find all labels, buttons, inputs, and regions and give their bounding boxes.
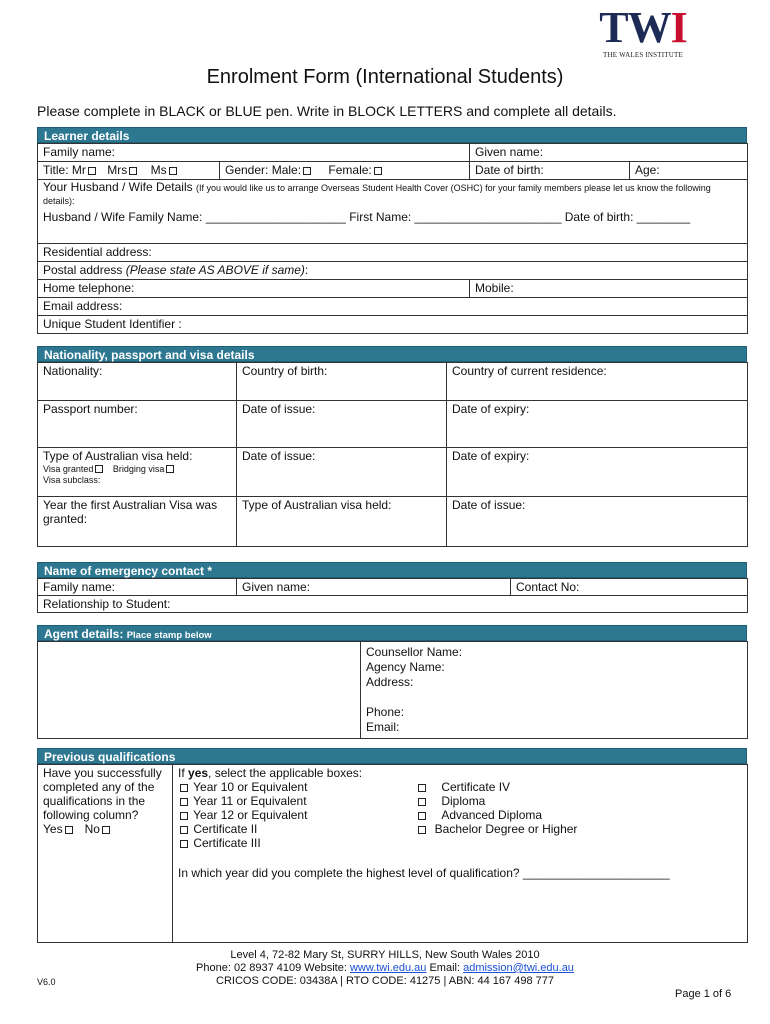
- footer-cricos: CRICOS CODE: 03438A | RTO CODE: 41275 | ABN: 44 167 498 777: [216, 975, 554, 987]
- postal-address-field[interactable]: Postal address (Please state AS ABOVE if same):: [38, 262, 748, 280]
- qual-cert4-label: Certificate IV: [441, 780, 511, 794]
- title-ms-checkbox[interactable]: [169, 167, 177, 175]
- qual-year10-label: Year 10 or Equivalent: [193, 780, 308, 794]
- version-label: V6.0: [37, 977, 56, 987]
- gender-female-checkbox[interactable]: [374, 167, 382, 175]
- emergency-contact-section: [37, 562, 747, 613]
- qualifications-left-list: [178, 780, 416, 850]
- agency-phone-label: Phone:: [366, 705, 405, 719]
- passport-expiry-date-label: Date of expiry:: [452, 402, 530, 416]
- emergency-given-name-label: Given name:: [242, 580, 311, 594]
- qual-bachelor-label: Bachelor Degree or Higher: [434, 822, 578, 836]
- nationality-field[interactable]: [38, 363, 237, 401]
- title-mr-label: Title: Mr: [43, 163, 86, 177]
- relationship-label: Relationship to Student:: [43, 597, 171, 611]
- qualification-year-question[interactable]: In which year did you complete the highest level of qualification? ______________________: [178, 866, 670, 880]
- qual-cert3-label: Certificate III: [193, 836, 261, 850]
- qual-adv-diploma-label: Advanced Diploma: [441, 808, 543, 822]
- qual-cert2-checkbox[interactable]: [180, 826, 188, 834]
- qualifications-header: Previous qualifications: [37, 748, 747, 764]
- qualifications-right-list: [416, 780, 577, 850]
- logo-mark-accent: I: [670, 3, 687, 52]
- qual-option[interactable]: [416, 780, 577, 794]
- qual-option[interactable]: [416, 822, 577, 836]
- family-name-field[interactable]: [38, 144, 470, 162]
- title-field: [38, 162, 220, 180]
- title-ms-label: Ms: [150, 163, 167, 177]
- gender-male-checkbox[interactable]: [303, 167, 311, 175]
- visa-granted-label: Visa granted: [43, 464, 94, 474]
- nationality-section: [37, 346, 747, 547]
- passport-number-label: Passport number:: [43, 402, 138, 416]
- agent-details-table: [37, 641, 748, 739]
- qual-cert4-checkbox[interactable]: [418, 784, 426, 792]
- agent-details-header: [37, 625, 747, 641]
- qual-year10-checkbox[interactable]: [180, 784, 188, 792]
- qual-year11-label: Year 11 or Equivalent: [193, 794, 307, 808]
- email-address-label: Email address:: [43, 299, 123, 313]
- agent-stamp-area[interactable]: [38, 642, 361, 739]
- if-prefix: If: [178, 766, 185, 780]
- visa-granted-checkbox[interactable]: [95, 465, 103, 473]
- gender-field: [220, 162, 470, 180]
- learner-details-table: [37, 143, 748, 334]
- qual-year12-label: Year 12 or Equivalent: [193, 808, 308, 822]
- mobile-label: Mobile:: [475, 281, 514, 295]
- qualifications-table: [37, 764, 748, 943]
- postal-address-note: (Please state AS ABOVE if same): [125, 263, 305, 277]
- footer-website-link[interactable]: www.twi.edu.au: [349, 962, 427, 974]
- spouse-note: (If you would like us to arrange Overseas Student Health Cover (OSHC) for your family members please let us know the following details):: [43, 183, 711, 206]
- title-mr-checkbox[interactable]: [88, 167, 96, 175]
- residential-address-field[interactable]: [38, 244, 748, 262]
- qual-option[interactable]: [178, 836, 416, 850]
- first-visa-year-field[interactable]: [38, 497, 237, 547]
- first-visa-issue-date-field[interactable]: [447, 497, 748, 547]
- agent-details-section: [37, 625, 747, 739]
- qualifications-question-cell: [38, 765, 173, 943]
- dob-field[interactable]: [470, 162, 630, 180]
- emergency-contact-header: Name of emergency contact *: [37, 562, 747, 578]
- if-yes-bold: yes: [188, 766, 209, 780]
- given-name-field[interactable]: [470, 144, 748, 162]
- footer-email-link[interactable]: admission@twi.edu.au: [463, 962, 574, 974]
- title-mrs-label: Mrs: [107, 163, 128, 177]
- residential-address-label: Residential address:: [43, 245, 152, 259]
- learner-details-section: [37, 127, 747, 334]
- no-label: No: [84, 822, 100, 836]
- visa-type-field: [38, 448, 237, 497]
- emergency-contact-number-label: Contact No:: [516, 580, 580, 594]
- qual-adv-diploma-checkbox[interactable]: [418, 812, 426, 820]
- agent-details-title: Agent details:: [44, 627, 124, 641]
- logo-subtitle: THE WALES INSTITUTE: [603, 51, 683, 59]
- family-name-label: Family name:: [43, 145, 116, 159]
- spouse-details-field[interactable]: [38, 180, 748, 244]
- postal-address-label: Postal address: [43, 263, 123, 277]
- country-of-birth-label: Country of birth:: [242, 364, 328, 378]
- age-field[interactable]: [630, 162, 748, 180]
- qual-option[interactable]: [178, 822, 416, 836]
- home-telephone-field[interactable]: [38, 280, 470, 298]
- spouse-line: Husband / Wife Family Name: _____________________ First Name: ______________________ Date of birth: ________: [43, 210, 691, 224]
- no-checkbox[interactable]: [102, 826, 110, 834]
- qual-bachelor-checkbox[interactable]: [418, 826, 426, 834]
- footer-contact: [0, 962, 770, 975]
- visa-expiry-date-field[interactable]: [447, 448, 748, 497]
- emergency-family-name-label: Family name:: [43, 580, 116, 594]
- emergency-contact-table: [37, 578, 748, 613]
- footer-email-label: Email:: [429, 962, 461, 974]
- bridging-visa-label: Bridging visa: [112, 464, 165, 474]
- qual-option[interactable]: [178, 794, 416, 808]
- country-of-residence-field[interactable]: [447, 363, 748, 401]
- agency-email-label: Email:: [366, 720, 400, 734]
- dob-label: Date of birth:: [475, 163, 544, 177]
- gender-female-label: Female:: [328, 163, 372, 177]
- passport-number-field[interactable]: [38, 401, 237, 448]
- spouse-title: Your Husband / Wife Details: [43, 180, 193, 194]
- qual-cert3-checkbox[interactable]: [180, 840, 188, 848]
- country-of-birth-field[interactable]: [237, 363, 447, 401]
- qual-year11-checkbox[interactable]: [180, 798, 188, 806]
- home-telephone-label: Home telephone:: [43, 281, 135, 295]
- qual-cert2-label: Certificate II: [193, 822, 258, 836]
- visa-type-label: Type of Australian visa held:: [43, 449, 193, 463]
- passport-expiry-date-field[interactable]: [447, 401, 748, 448]
- visa-expiry-date-label: Date of expiry:: [452, 449, 530, 463]
- counsellor-name-label: Counsellor Name:: [366, 645, 463, 659]
- visa-issue-date-label: Date of issue:: [242, 449, 316, 463]
- logo-mark: [597, 3, 689, 52]
- agent-contact-field[interactable]: [361, 642, 748, 739]
- nationality-label: Nationality:: [43, 364, 103, 378]
- nationality-table: [37, 362, 748, 547]
- qualifications-question: Have you successfully completed any of the qualifications in the following column?: [43, 766, 162, 822]
- gender-male-label: Gender: Male:: [225, 163, 302, 177]
- country-of-residence-label: Country of current residence:: [452, 364, 607, 378]
- footer-phone: Phone: 02 8937 4109 Website:: [196, 962, 347, 974]
- qual-option[interactable]: [416, 794, 577, 808]
- qualifications-options-cell: [173, 765, 748, 943]
- usi-field[interactable]: [38, 316, 748, 334]
- qual-diploma-label: Diploma: [441, 794, 486, 808]
- nationality-header: Nationality, passport and visa details: [37, 346, 747, 362]
- first-visa-year-label: Year the first Australian Visa was granted:: [43, 498, 218, 526]
- passport-issue-date-field[interactable]: [237, 401, 447, 448]
- passport-issue-date-label: Date of issue:: [242, 402, 316, 416]
- agent-details-note: Place stamp below: [126, 630, 212, 641]
- visa-subclass-label: Visa subclass:: [43, 475, 101, 485]
- first-visa-type-label: Type of Australian visa held:: [242, 498, 392, 512]
- qualifications-instruction: [178, 766, 742, 780]
- qual-diploma-checkbox[interactable]: [418, 798, 426, 806]
- visa-issue-date-field[interactable]: [237, 448, 447, 497]
- if-suffix: , select the applicable boxes:: [208, 766, 363, 780]
- twi-logo: [597, 3, 689, 59]
- usi-label: Unique Student Identifier :: [43, 317, 182, 331]
- yes-checkbox[interactable]: [65, 826, 73, 834]
- logo-mark-main: TW: [599, 3, 671, 52]
- page-title: Enrolment Form (International Students): [206, 66, 564, 88]
- bridging-visa-checkbox[interactable]: [166, 465, 174, 473]
- first-visa-issue-date-label: Date of issue:: [452, 498, 526, 512]
- qual-year12-checkbox[interactable]: [180, 812, 188, 820]
- learner-details-header: Learner details: [37, 127, 747, 143]
- page-number: Page 1 of 6: [675, 988, 732, 1000]
- mobile-field[interactable]: [470, 280, 748, 298]
- relationship-field[interactable]: [38, 596, 748, 613]
- footer-address: Level 4, 72-82 Mary St, SURRY HILLS, New South Wales 2010: [230, 949, 540, 961]
- qual-option[interactable]: [178, 808, 416, 822]
- emergency-given-name-field[interactable]: [237, 579, 511, 596]
- agency-address-label: Address:: [366, 675, 414, 689]
- instructions: Please complete in BLACK or BLUE pen. Write in BLOCK LETTERS and complete all details.: [37, 103, 617, 119]
- age-label: Age:: [635, 163, 660, 177]
- first-visa-type-field[interactable]: [237, 497, 447, 547]
- agency-name-label: Agency Name:: [366, 660, 445, 674]
- emergency-family-name-field[interactable]: [38, 579, 237, 596]
- given-name-label: Given name:: [475, 145, 544, 159]
- email-address-field[interactable]: [38, 298, 748, 316]
- title-mrs-checkbox[interactable]: [129, 167, 137, 175]
- yes-label: Yes: [43, 822, 63, 836]
- emergency-contact-number-field[interactable]: [511, 579, 748, 596]
- qual-option[interactable]: [178, 780, 416, 794]
- qual-option[interactable]: [416, 808, 577, 822]
- qualifications-section: [37, 748, 747, 943]
